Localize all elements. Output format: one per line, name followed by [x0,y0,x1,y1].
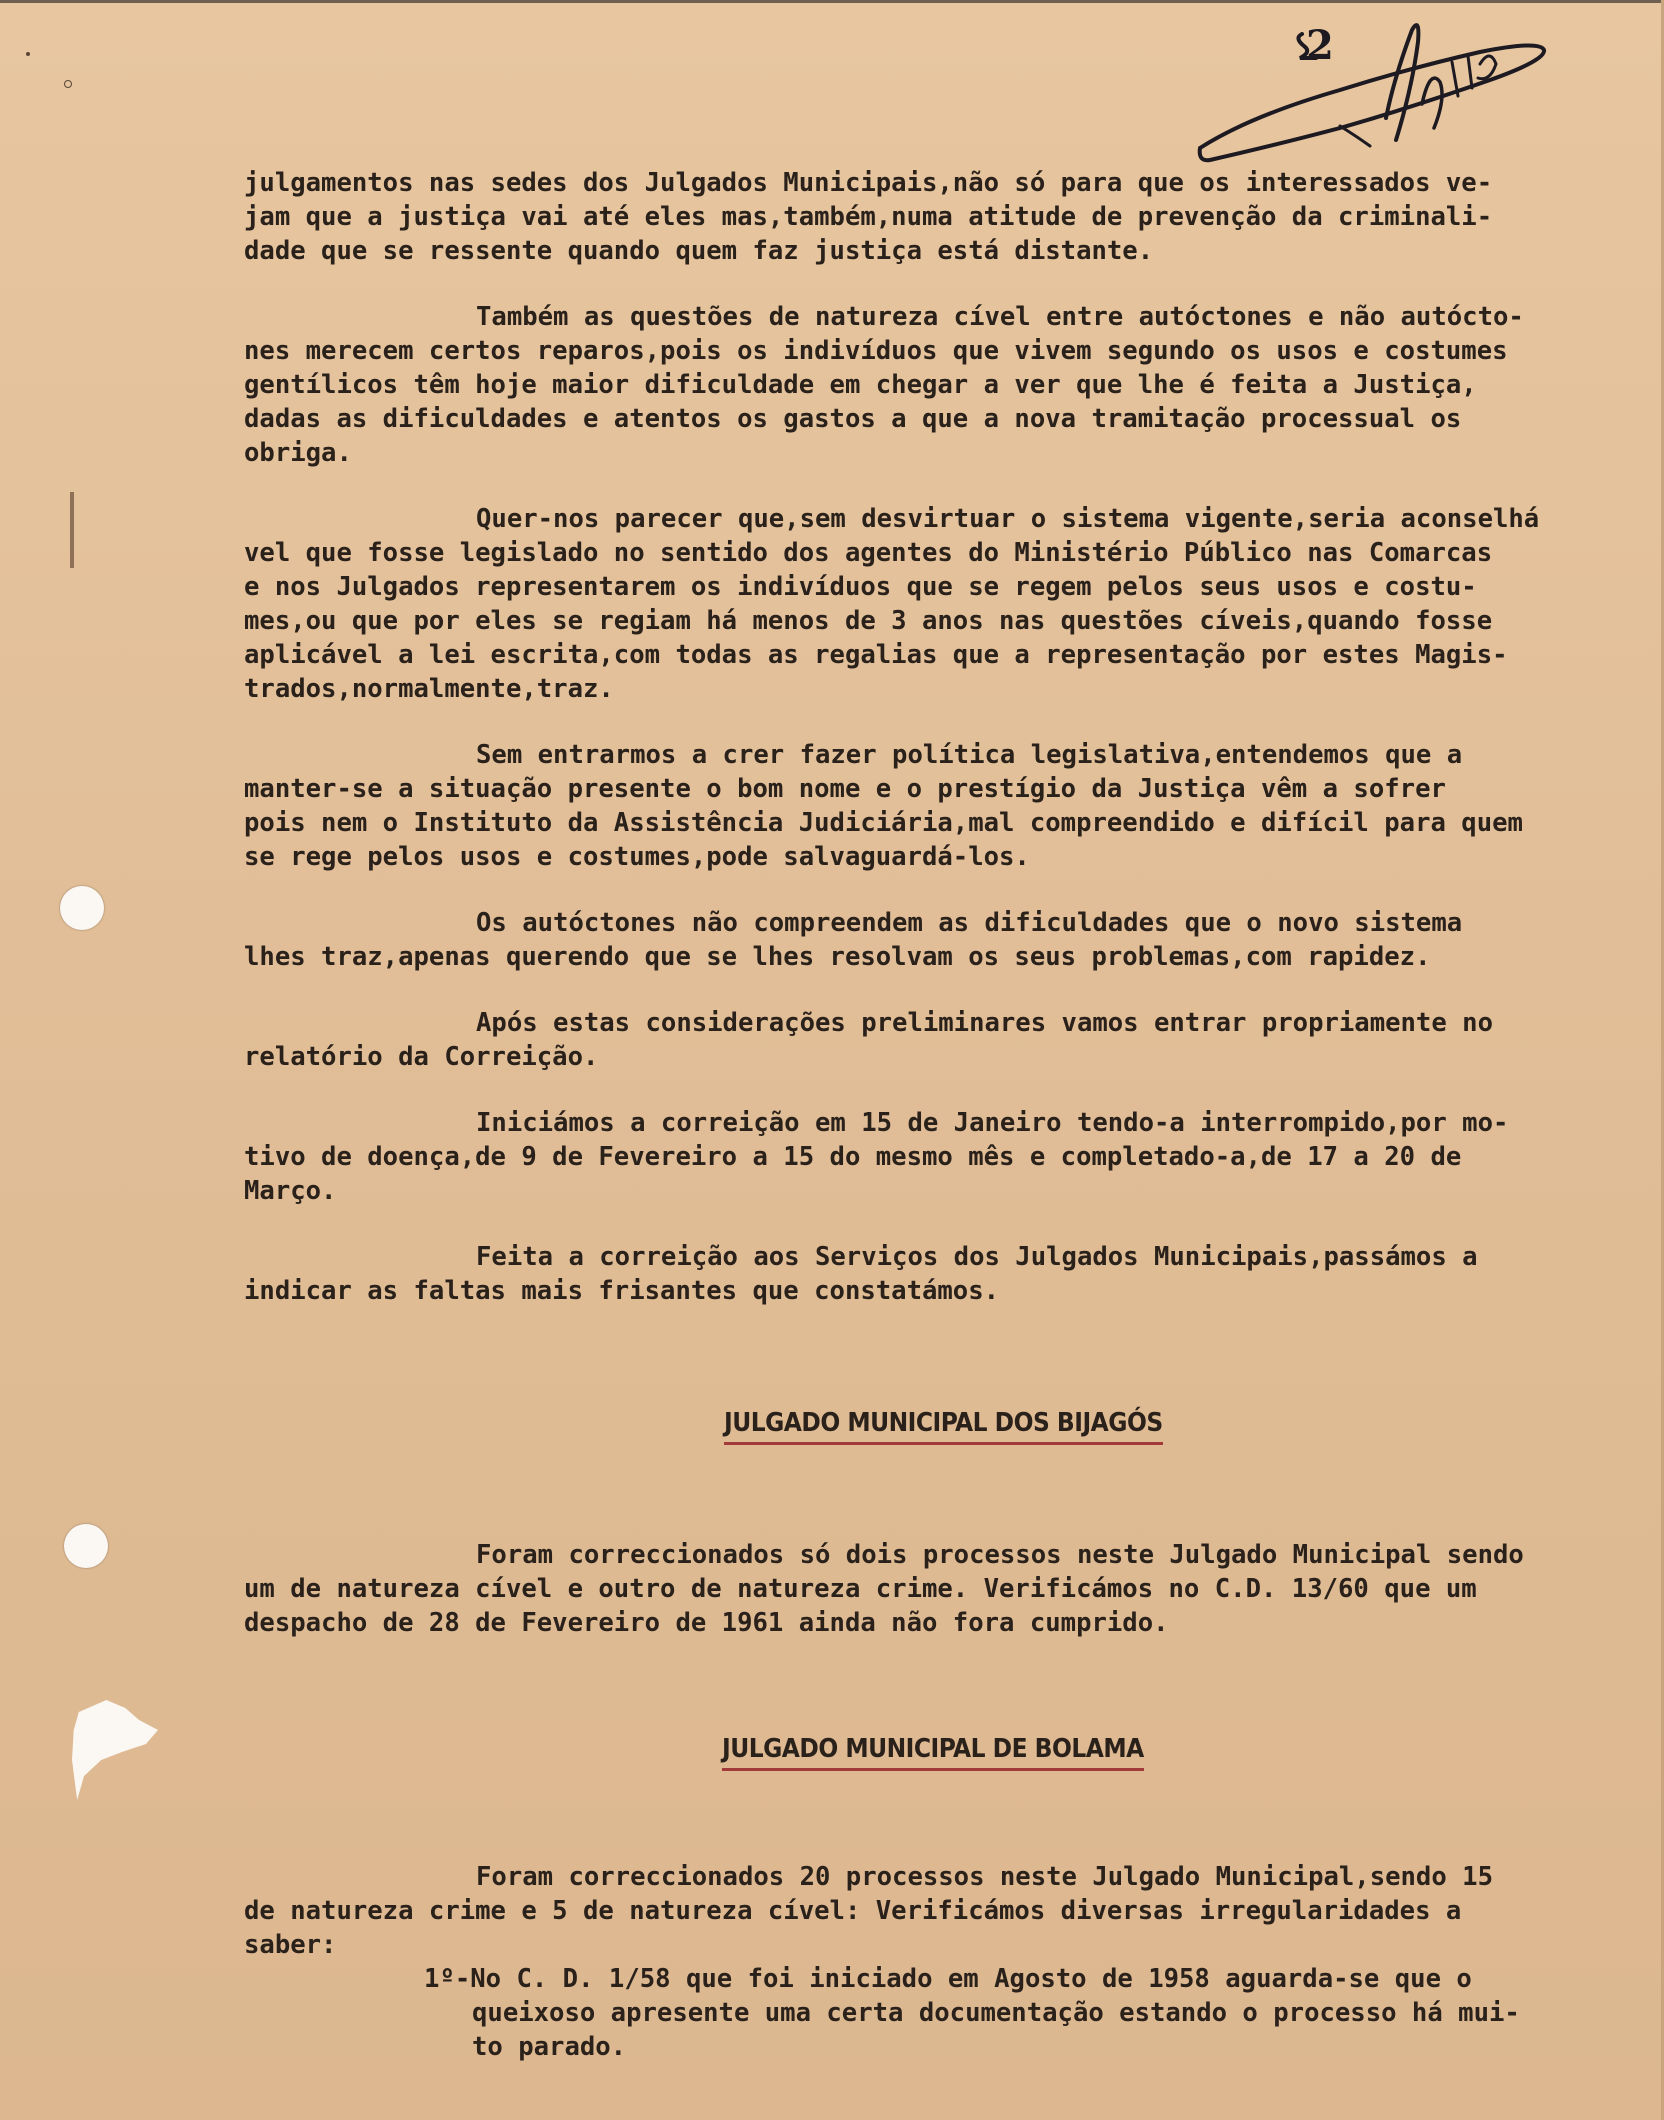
text-line: Março. [244,1176,337,1206]
speck-mark [26,52,30,56]
text-line: queixoso apresente uma certa documentação estando o processo há mui- [472,1998,1520,2028]
text-line: saber: [244,1930,337,1960]
punch-hole [60,886,104,930]
text-line: e nos Julgados representarem os indivíduos que se regem pelos seus usos e costu- [244,572,1477,602]
text-line: trados,normalmente,traz. [244,674,614,704]
text-line: Sem entrarmos a crer fazer política legislativa,entendemos que a [476,740,1463,770]
torn-paper-patch [72,1700,158,1800]
text-line: manter-se a situação presente o bom nome e o prestígio da Justiça vêm a sofrer [244,774,1446,804]
text-line: despacho de 28 de Fevereiro de 1961 ainda não fora cumprido. [244,1608,1169,1638]
text-line: to parado. [472,2032,627,2062]
punch-hole [64,1524,108,1568]
text-line: um de natureza cível e outro de natureza crime. Verificámos no C.D. 13/60 que um [244,1574,1477,1604]
paragraph [244,906,1614,974]
paragraph [244,738,1614,874]
paragraph [244,1106,1614,1208]
text-line: aplicável a lei escrita,com todas as regalias que a representação por estes Magis- [244,640,1508,670]
handwritten-signature [1190,8,1560,178]
text-line: mes,ou que por eles se regiam há menos de 3 anos nas questões cíveis,quando fosse [244,606,1493,636]
text-line: tivo de doença,de 9 de Fevereiro a 15 do mesmo mês e completado-a,de 17 a 20 de [244,1142,1462,1172]
list-item [244,1962,1614,2064]
text-line: nes merecem certos reparos,pois os indivíduos que vivem segundo os usos e costumes [244,336,1508,366]
paragraph [244,300,1614,470]
text-line: Também as questões de natureza cível entre autóctones e não autócto- [476,302,1524,332]
margin-pencil-mark [70,492,74,568]
text-line: obriga. [244,438,352,468]
text-line: vel que fosse legislado no sentido dos agentes do Ministério Público nas Comarcas [244,538,1493,568]
text-line: gentílicos têm hoje maior dificuldade em chegar a ver que lhe é feita a Justiça, [244,370,1477,400]
text-line: dadas as dificuldades e atentos os gastos a que a nova tramitação processual os [244,404,1462,434]
text-line: lhes traz,apenas querendo que se lhes resolvam os seus problemas,com rapidez. [244,942,1431,972]
text-line: Foram correccionados só dois processos neste Julgado Municipal sendo [476,1540,1524,1570]
paragraph [244,1240,1614,1308]
paragraph [244,1006,1614,1074]
text-line: Os autóctones não compreendem as dificuldades que o novo sistema [476,908,1463,938]
section-heading-bijagos [244,1406,1614,1440]
paragraph [244,1860,1614,1962]
text-line: Foram correccionados 20 processos neste Julgado Municipal,sendo 15 [476,1862,1493,1892]
paragraph [244,1538,1614,1640]
text-line: Após estas considerações preliminares vamos entrar propriamente no [476,1008,1493,1038]
text-line: pois nem o Instituto da Assistência Judiciária,mal compreendido e difícil para quem [244,808,1523,838]
text-line: dade que se ressente quando quem faz justiça está distante. [244,236,1154,266]
text-line: de natureza crime e 5 de natureza cível: Verificámos diversas irregularidades a [244,1896,1462,1926]
text-line: relatório da Correição. [244,1042,599,1072]
text-line: Iniciámos a correição em 15 de Janeiro tendo-a interrompido,por mo- [476,1108,1509,1138]
text-line: jam que a justiça vai até eles mas,também,numa atitude de prevenção da criminali- [244,202,1493,232]
section-heading: JULGADO MUNICIPAL DE BOLAMA [722,1732,1144,1771]
text-line: Feita a correição aos Serviços dos Julgados Municipais,passámos a [476,1242,1478,1272]
speck-mark [64,80,72,88]
section-heading-bolama [244,1732,1614,1766]
text-line: indicar as faltas mais frisantes que constatámos. [244,1276,1000,1306]
top-edge-line [0,0,1664,3]
text-line: 1º-No C. D. 1/58 que foi iniciado em Agosto de 1958 aguarda-se que o [424,1964,1472,1994]
text-line: julgamentos nas sedes dos Julgados Municipais,não só para que os interessados ve- [244,168,1493,198]
text-line: se rege pelos usos e costumes,pode salvaguardá-los. [244,842,1030,872]
paragraph [244,166,1614,268]
page-number: 2 [1306,22,1334,69]
text-line: Quer-nos parecer que,sem desvirtuar o sistema vigente,seria aconselhá [476,504,1540,534]
document-body [244,166,1614,2064]
paragraph [244,502,1614,706]
section-heading: JULGADO MUNICIPAL DOS BIJAGÓS [724,1406,1163,1445]
